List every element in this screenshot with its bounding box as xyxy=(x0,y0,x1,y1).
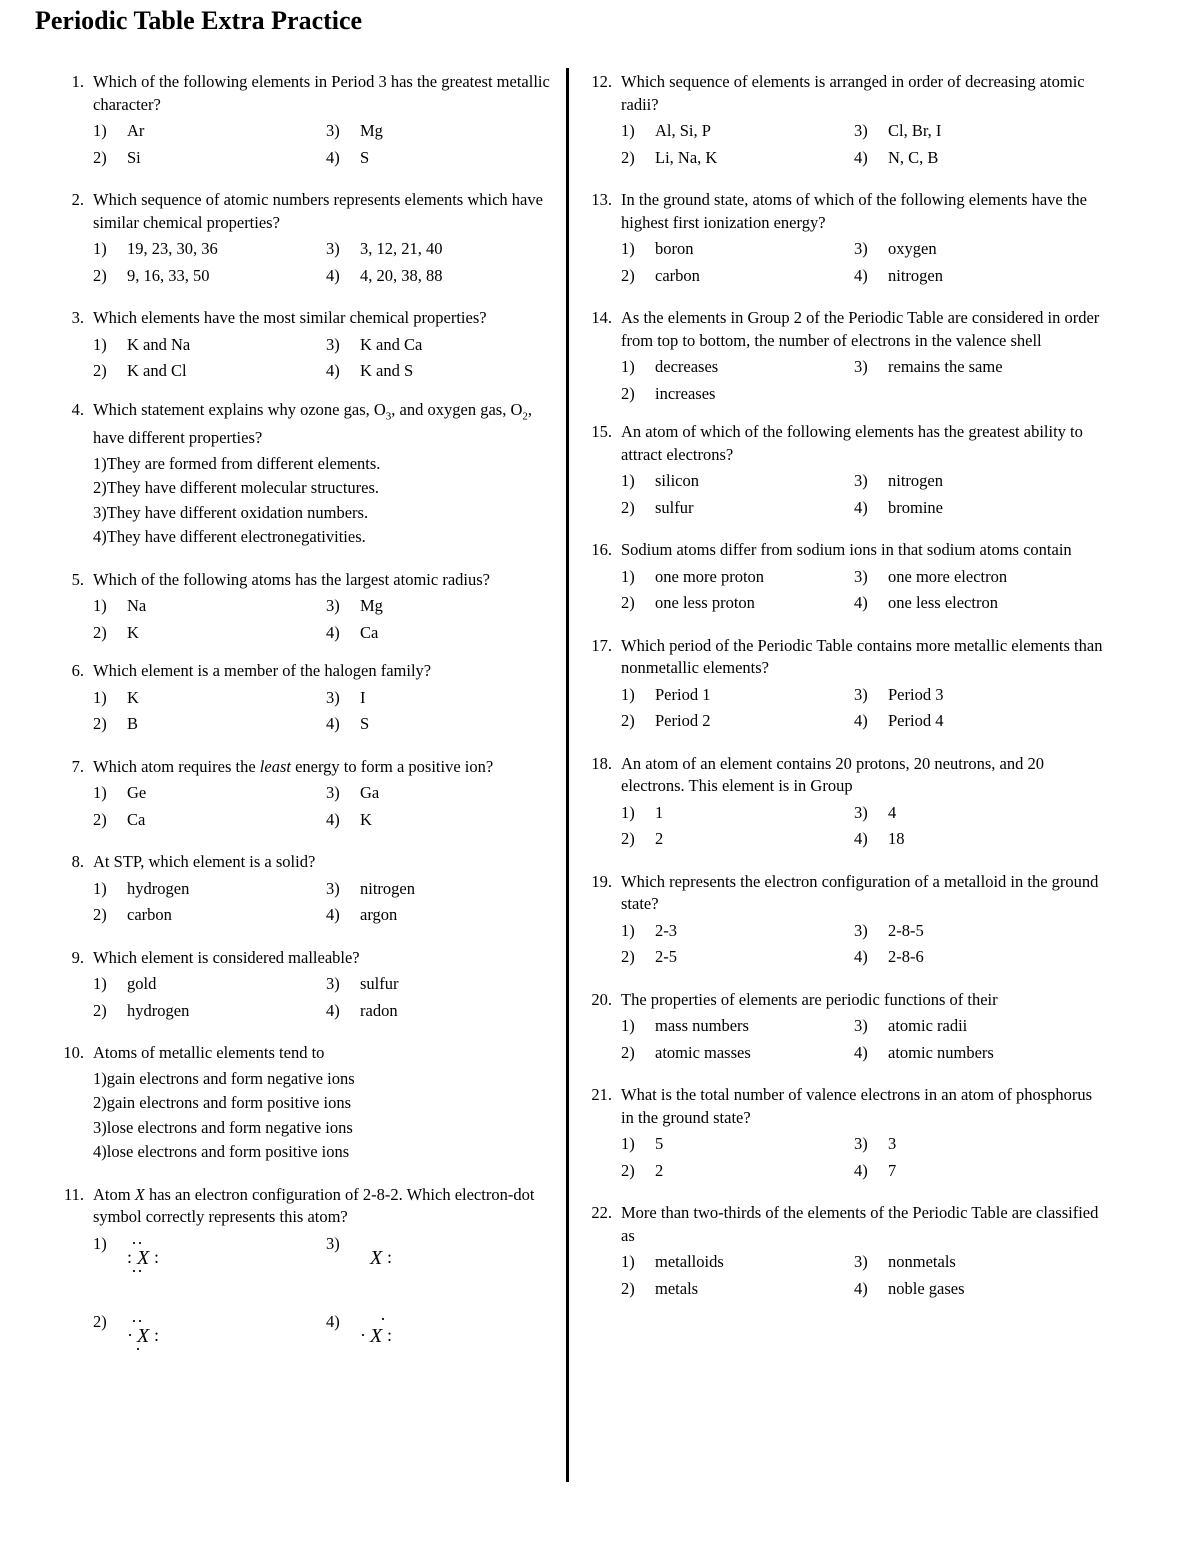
question-stem: Which period of the Periodic Table contains more metallic elements than nonmetallic elements? xyxy=(621,635,1103,677)
question-stem: What is the total number of valence electrons in an atom of phosphorus in the ground state? xyxy=(621,1085,1093,1127)
question-number: 1. xyxy=(71,72,84,91)
answer-option[interactable]: 1)They are formed from different elements. xyxy=(93,453,381,473)
answer-option[interactable]: 1) Period 1 xyxy=(621,684,711,704)
answer-option[interactable]: 1) Ge xyxy=(93,783,147,803)
question-1 xyxy=(55,71,560,169)
answer-options xyxy=(93,782,560,831)
answer-option[interactable]: 3) 3 xyxy=(854,1134,897,1153)
question-6 xyxy=(55,660,560,736)
answer-option[interactable]: 1) hydrogen xyxy=(93,878,190,898)
question-number: 4. xyxy=(71,399,84,419)
answer-option[interactable]: 4) 2-8-6 xyxy=(854,947,924,966)
question-14 xyxy=(583,307,1103,405)
answer-option[interactable]: 4) 18 xyxy=(854,829,905,848)
answer-option[interactable]: 2) B xyxy=(93,714,139,734)
answer-options xyxy=(93,238,560,287)
right-column xyxy=(583,71,1103,1300)
question-number: 12. xyxy=(591,72,612,91)
answer-option[interactable]: 4) noble gases xyxy=(854,1278,965,1298)
answer-options xyxy=(93,973,560,1022)
answer-options xyxy=(621,1251,1103,1300)
question-number: 13. xyxy=(591,190,612,209)
question-7 xyxy=(55,756,560,832)
answer-option[interactable]: 4) one less electron xyxy=(854,593,998,612)
answer-options xyxy=(621,238,1103,287)
answer-options xyxy=(621,470,1103,519)
question-5 xyxy=(55,569,560,645)
answer-option[interactable]: 1) 2-3 xyxy=(621,920,677,940)
answer-option[interactable]: 1) silicon xyxy=(621,471,699,490)
answer-option[interactable]: 3) 2-8-5 xyxy=(854,920,924,940)
answer-options xyxy=(93,1233,560,1389)
question-number: 21. xyxy=(591,1085,612,1104)
answer-option[interactable]: 4) K xyxy=(326,809,372,829)
answer-option[interactable]: 2) Period 2 xyxy=(621,711,711,730)
question-number: 15. xyxy=(591,422,612,441)
answer-option[interactable]: 1) mass numbers xyxy=(621,1016,749,1035)
answer-option[interactable]: 2) 9, 16, 33, 50 xyxy=(93,265,210,285)
answer-option[interactable]: 3) nitrogen xyxy=(854,471,943,490)
answer-option[interactable]: 2) one less proton xyxy=(621,593,755,612)
question-number: 2. xyxy=(71,190,84,209)
answer-option[interactable]: 3) Cl, Br, I xyxy=(854,121,942,140)
answer-option[interactable]: 3) 3, 12, 21, 40 xyxy=(326,239,443,258)
answer-option[interactable]: 4) Ca xyxy=(326,622,379,642)
answer-option[interactable]: 3) Mg xyxy=(326,121,383,140)
answer-option[interactable]: 3) X : xyxy=(326,1233,560,1311)
question-16 xyxy=(583,539,1103,615)
question-stem: Atoms of metallic elements tend to xyxy=(93,1043,325,1063)
answer-option[interactable]: 3) atomic radii xyxy=(854,1016,968,1035)
answer-option[interactable]: 4) · · X : xyxy=(326,1311,560,1389)
answer-options xyxy=(93,595,560,644)
question-number: 3. xyxy=(71,308,84,327)
dot-pair-bottom: ·· xyxy=(131,1260,143,1281)
question-stem: Which element is a member of the halogen family? xyxy=(93,661,432,681)
answer-option[interactable]: 4) bromine xyxy=(854,497,943,517)
question-stem: Which elements have the most similar chemical properties? xyxy=(93,308,487,327)
question-11 xyxy=(55,1184,560,1389)
question-stem: More than two-thirds of the elements of the Periodic Table are classified as xyxy=(621,1203,1099,1245)
dot-pair-right: : xyxy=(387,1324,393,1345)
answer-option[interactable]: 4) 4, 20, 38, 88 xyxy=(326,265,443,285)
question-number: 14. xyxy=(591,308,612,327)
question-stem: Which statement explains why ozone gas, $O_3$, and oxygen gas, $O_2$, have different properties? xyxy=(93,399,532,448)
question-stem: Which sequence of atomic numbers represents elements which have similar chemical properties? xyxy=(93,190,543,232)
question-number: 6. xyxy=(71,661,84,681)
question-stem: Sodium atoms differ from sodium ions in that sodium atoms contain xyxy=(621,540,1072,559)
question-12 xyxy=(583,71,1103,169)
question-number: 18. xyxy=(591,753,612,773)
answer-option[interactable]: 2) carbon xyxy=(93,905,172,925)
answer-option[interactable]: 3) nitrogen xyxy=(326,878,415,898)
answer-option[interactable]: 1) one more proton xyxy=(621,566,765,586)
answer-option[interactable]: 1) Ar xyxy=(93,121,145,140)
question-22 xyxy=(583,1202,1103,1300)
answer-option[interactable]: 1) 1 xyxy=(621,802,664,822)
element-symbol: X xyxy=(137,1246,150,1269)
question-number: 19. xyxy=(591,871,612,891)
dot-single-top: · xyxy=(380,1310,386,1329)
answer-option[interactable]: 3) Ga xyxy=(326,783,380,803)
electron-dot-diagram xyxy=(360,1233,440,1293)
question-number: 22. xyxy=(591,1203,612,1222)
question-21 xyxy=(583,1084,1103,1182)
answer-option[interactable]: 2) atomic masses xyxy=(621,1042,751,1062)
question-number: 10. xyxy=(63,1043,84,1063)
answer-option[interactable]: 2) sulfur xyxy=(621,497,694,517)
answer-options xyxy=(621,566,1103,615)
answer-option[interactable]: 1) metalloids xyxy=(621,1252,724,1271)
answer-option[interactable]: 3) sulfur xyxy=(326,974,399,994)
answer-options xyxy=(621,920,1103,969)
answer-option[interactable]: 4) K and S xyxy=(326,361,414,380)
answer-option[interactable]: 3)lose electrons and form negative ions xyxy=(93,1117,353,1137)
answer-option[interactable]: 3) nonmetals xyxy=(854,1252,956,1271)
question-stem: An atom of an element contains 20 protons, 20 neutrons, and 20 electrons. This element is in Group xyxy=(621,753,1044,795)
answer-option[interactable]: 4) S xyxy=(326,714,370,734)
question-17 xyxy=(583,635,1103,733)
answer-option[interactable]: 2)gain electrons and form positive ions xyxy=(93,1093,351,1113)
question-15 xyxy=(583,421,1103,519)
answer-options xyxy=(93,687,560,736)
answer-option[interactable]: 2) metals xyxy=(621,1278,699,1298)
answer-option[interactable]: 1) decreases xyxy=(621,357,719,376)
question-number: 5. xyxy=(71,569,84,589)
electron-dot-diagram xyxy=(127,1233,207,1293)
question-stem: In the ground state, atoms of which of the following elements have the highest first ionization energy? xyxy=(621,190,1088,232)
answer-option[interactable]: 4) nitrogen xyxy=(854,265,943,285)
answer-option[interactable]: 3) one more electron xyxy=(854,566,1008,586)
answer-option[interactable]: 4) N, C, B xyxy=(854,147,939,167)
answer-option[interactable]: 1)gain electrons and form negative ions xyxy=(93,1068,355,1088)
answer-option[interactable]: 4)lose electrons and form positive ions xyxy=(93,1142,350,1162)
question-stem: An atom of which of the following elements has the greatest ability to attract electrons? xyxy=(621,422,1083,464)
question-stem: Which sequence of elements is arranged in order of decreasing atomic radii? xyxy=(621,72,1085,114)
answer-option[interactable]: 4) 7 xyxy=(854,1160,897,1180)
dot-pair-top: ·· xyxy=(131,1232,143,1253)
question-3 xyxy=(55,307,560,383)
answer-options xyxy=(621,120,1103,169)
element-symbol: X xyxy=(370,1324,383,1347)
answer-option[interactable]: 2) Si xyxy=(93,147,141,167)
question-19 xyxy=(583,871,1103,969)
question-number: 11. xyxy=(63,1184,84,1204)
answer-option[interactable]: 2) increases xyxy=(621,383,716,403)
electron-dot-diagram xyxy=(360,1311,440,1371)
answer-option[interactable]: 3) Mg xyxy=(326,596,383,616)
answer-option[interactable]: 1) gold xyxy=(93,974,157,994)
answer-option[interactable]: 1) Na xyxy=(93,596,147,616)
question-2 xyxy=(55,189,560,287)
answer-option[interactable]: 4)They have different electronegativities. xyxy=(93,527,366,547)
answer-options xyxy=(621,1015,1103,1064)
dot-single-left: · xyxy=(127,1324,133,1345)
answer-option[interactable]: 1) 19, 23, 30, 36 xyxy=(93,239,218,258)
answer-option[interactable]: 3) oxygen xyxy=(854,239,937,258)
answer-option[interactable]: 2) Ca xyxy=(93,809,146,829)
answer-option[interactable]: 1) ·· : X : ·· xyxy=(93,1233,326,1311)
electron-dot-diagram xyxy=(127,1311,207,1371)
question-8 xyxy=(55,851,560,927)
question-number: 20. xyxy=(591,989,612,1009)
answer-options xyxy=(93,334,560,383)
answer-option[interactable]: 2) K xyxy=(93,622,139,642)
answer-option[interactable]: 3) 4 xyxy=(854,802,897,822)
answer-option[interactable]: 2) Li, Na, K xyxy=(621,147,718,167)
question-number: 8. xyxy=(71,852,84,872)
question-10 xyxy=(55,1042,560,1164)
answer-option[interactable]: 4) atomic numbers xyxy=(854,1042,994,1062)
answer-options xyxy=(621,684,1103,733)
question-stem: The properties of elements are periodic functions of their xyxy=(621,989,998,1009)
answer-options xyxy=(93,120,560,169)
answer-options xyxy=(621,356,1103,405)
question-20 xyxy=(583,989,1103,1065)
answer-options xyxy=(93,1068,560,1164)
page-title: Periodic Table Extra Practice xyxy=(35,6,363,35)
element-symbol: X xyxy=(137,1324,150,1347)
dot-pair-left: : xyxy=(127,1246,133,1267)
answer-option[interactable]: 1) K and Na xyxy=(93,334,191,354)
dot-pair-right: : xyxy=(387,1246,393,1267)
answer-option[interactable]: 4) S xyxy=(326,147,370,167)
answer-option[interactable]: 2) 2 xyxy=(621,1160,664,1180)
question-stem: Atom X has an electron configuration of 2-8-2. Which electron-dot symbol correctly represents this atom? xyxy=(93,1184,535,1227)
question-stem: Which atom requires the least energy to form a positive ion? xyxy=(93,756,494,776)
answer-option[interactable]: 2)They have different molecular structures. xyxy=(93,478,380,498)
answer-option[interactable]: 3) I xyxy=(326,687,366,707)
question-stem: Which represents the electron configuration of a metalloid in the ground state? xyxy=(621,871,1099,913)
answer-option[interactable]: 2) K and Cl xyxy=(93,361,187,380)
question-18 xyxy=(583,753,1103,851)
answer-option[interactable]: 2) carbon xyxy=(621,265,700,285)
column-divider xyxy=(566,68,569,1482)
answer-options xyxy=(621,802,1103,851)
dot-pair-right: : xyxy=(154,1246,160,1267)
question-9 xyxy=(55,947,560,1023)
answer-option[interactable]: 4) Period 4 xyxy=(854,711,944,730)
question-stem: As the elements in Group 2 of the Periodic Table are considered in order from top to bottom, the number of electrons in the valence shell xyxy=(621,308,1100,350)
question-stem: Which element is considered malleable? xyxy=(93,947,360,967)
question-number: 9. xyxy=(71,947,84,967)
question-4 xyxy=(55,399,560,549)
dot-single-bottom: · xyxy=(135,1338,141,1359)
answer-option[interactable]: 2) 2 xyxy=(621,829,664,848)
dot-pair-right: : xyxy=(154,1324,160,1345)
answer-option[interactable]: 2) 2-5 xyxy=(621,947,677,966)
answer-option[interactable]: 4) radon xyxy=(326,1000,398,1020)
question-number: 7. xyxy=(71,756,84,776)
answer-option[interactable]: 1) boron xyxy=(621,239,694,258)
answer-option[interactable]: 1) K xyxy=(93,687,139,707)
answer-option[interactable]: 2) hydrogen xyxy=(93,1000,190,1020)
dot-pair-top: ·· xyxy=(131,1310,143,1331)
answer-option[interactable]: 1) Al, Si, P xyxy=(621,121,711,140)
answer-option[interactable]: 3) K and Ca xyxy=(326,334,423,354)
answer-option[interactable]: 3) Period 3 xyxy=(854,684,944,704)
answer-options xyxy=(621,1133,1103,1182)
element-symbol: X xyxy=(370,1246,383,1269)
question-stem: Which of the following elements in Period 3 has the greatest metallic character? xyxy=(93,72,550,114)
answer-option[interactable]: 3) remains the same xyxy=(854,357,1003,376)
question-stem: At STP, which element is a solid? xyxy=(93,852,316,872)
answer-option[interactable]: 2) ·· · X : · xyxy=(93,1311,326,1389)
question-number: 16. xyxy=(591,540,612,559)
answer-option[interactable]: 4) argon xyxy=(326,905,398,925)
answer-options xyxy=(93,878,560,927)
dot-single-left: · xyxy=(360,1324,366,1345)
answer-option[interactable]: 1) 5 xyxy=(621,1134,664,1153)
question-13 xyxy=(583,189,1103,287)
left-column xyxy=(55,71,560,1389)
question-stem: Which of the following atoms has the largest atomic radius? xyxy=(93,569,490,589)
answer-option[interactable]: 3)They have different oxidation numbers. xyxy=(93,502,369,522)
question-number: 17. xyxy=(591,635,612,655)
answer-options xyxy=(93,453,560,549)
